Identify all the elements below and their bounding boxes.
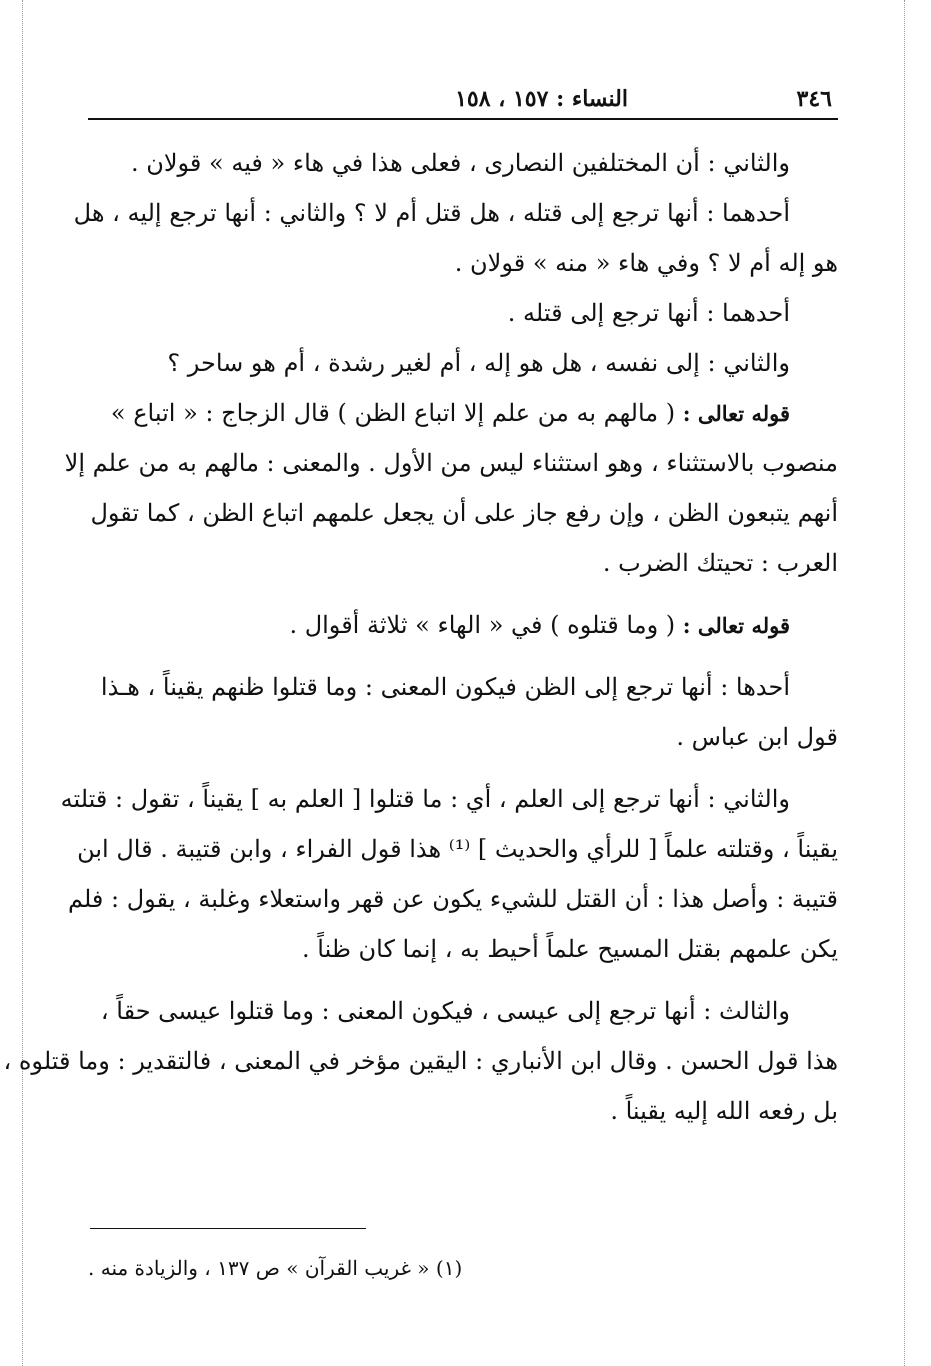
text-line: يقيناً ، وقتلته علماً [ للرأي والحديث ] ⁽¹⁾ هذا قول الفراء ، وابن قتيبة . قال ابن xyxy=(77,835,838,863)
header-rule xyxy=(88,118,838,120)
text-span: ( وما قتلوه ) في « الهاء » ثلاثة أقوال . xyxy=(289,611,676,639)
text-line: قتيبة : وأصل هذا : أن القتل للشيء يكون عن قهر واستعلاء وغلبة ، يقول : فلم xyxy=(67,885,838,913)
text-line: والثاني : أنها ترجع إلى العلم ، أي : ما قتلوا [ العلم به ] يقيناً ، تقول : قتلته xyxy=(60,785,790,813)
text-line: أنهم يتبعون الظن ، وإن رفع جاز على أن يجعل علمهم اتباع الظن ، كما تقول xyxy=(90,499,838,527)
paragraph-gap xyxy=(88,588,838,600)
paragraph-gap xyxy=(88,974,838,986)
book-page xyxy=(3,80,838,1320)
page-body xyxy=(3,138,838,1136)
footnote-rule xyxy=(90,1228,366,1229)
text-line: والثالث : أنها ترجع إلى عيسى ، فيكون المعنى : وما قتلوا عيسى حقاً ، xyxy=(100,997,790,1025)
page-number: ٣٤٦ xyxy=(796,86,832,112)
text-line xyxy=(88,388,838,438)
text-span: ( مالهم به من علم إلا اتباع الظن ) قال الزجاج : « اتباع » xyxy=(110,399,676,427)
text-line: يكن علمهم بقتل المسيح علماً أحيط به ، إنما كان ظناً . xyxy=(302,935,838,963)
running-head: النساء : ١٥٧ ، ١٥٨ xyxy=(455,86,628,112)
dotted-margin-left xyxy=(22,0,23,1366)
text-line: هذا قول الحسن . وقال ابن الأنباري : اليقين مؤخر في المعنى ، فالتقدير : وما قتلوه ، xyxy=(3,1047,838,1075)
text-line: أحدها : أنها ترجع إلى الظن فيكون المعنى : وما قتلوا ظنهم يقيناً ، هـذا xyxy=(100,673,790,701)
text-line: أحدهما : أنها ترجع إلى قتله . xyxy=(507,299,790,327)
text-line: هو إله أم لا ؟ وفي هاء « منه » قولان . xyxy=(454,249,838,277)
paragraph-gap xyxy=(88,650,838,662)
footnote xyxy=(88,1250,838,1286)
text-line xyxy=(88,600,838,650)
verse-lead: قوله تعالى : xyxy=(682,401,790,426)
paragraph-gap xyxy=(88,762,838,774)
text-line: منصوب بالاستثناء ، وهو استثناء ليس من الأول . والمعنى : مالهم به من علم إلا xyxy=(64,449,838,477)
verse-lead: قوله تعالى : xyxy=(682,613,790,638)
text-line: والثاني : إلى نفسه ، هل هو إله ، أم لغير رشدة ، أم هو ساحر ؟ xyxy=(167,349,790,377)
footnote-text: (١) « غريب القرآن » ص ١٣٧ ، والزيادة منه . xyxy=(88,1256,463,1280)
text-line: والثاني : أن المختلفين النصارى ، فعلى هذا في هاء « فيه » قولان . xyxy=(130,149,790,177)
text-line: أحدهما : أنها ترجع إلى قتله ، هل قتل أم لا ؟ والثاني : أنها ترجع إليه ، هل xyxy=(73,199,790,227)
page-header xyxy=(88,80,838,118)
dotted-margin-right xyxy=(904,0,905,1366)
text-line: العرب : تحيتك الضرب . xyxy=(602,549,838,577)
text-line: بل رفعه الله إليه يقيناً . xyxy=(610,1097,838,1125)
text-line: قول ابن عباس . xyxy=(676,723,838,751)
